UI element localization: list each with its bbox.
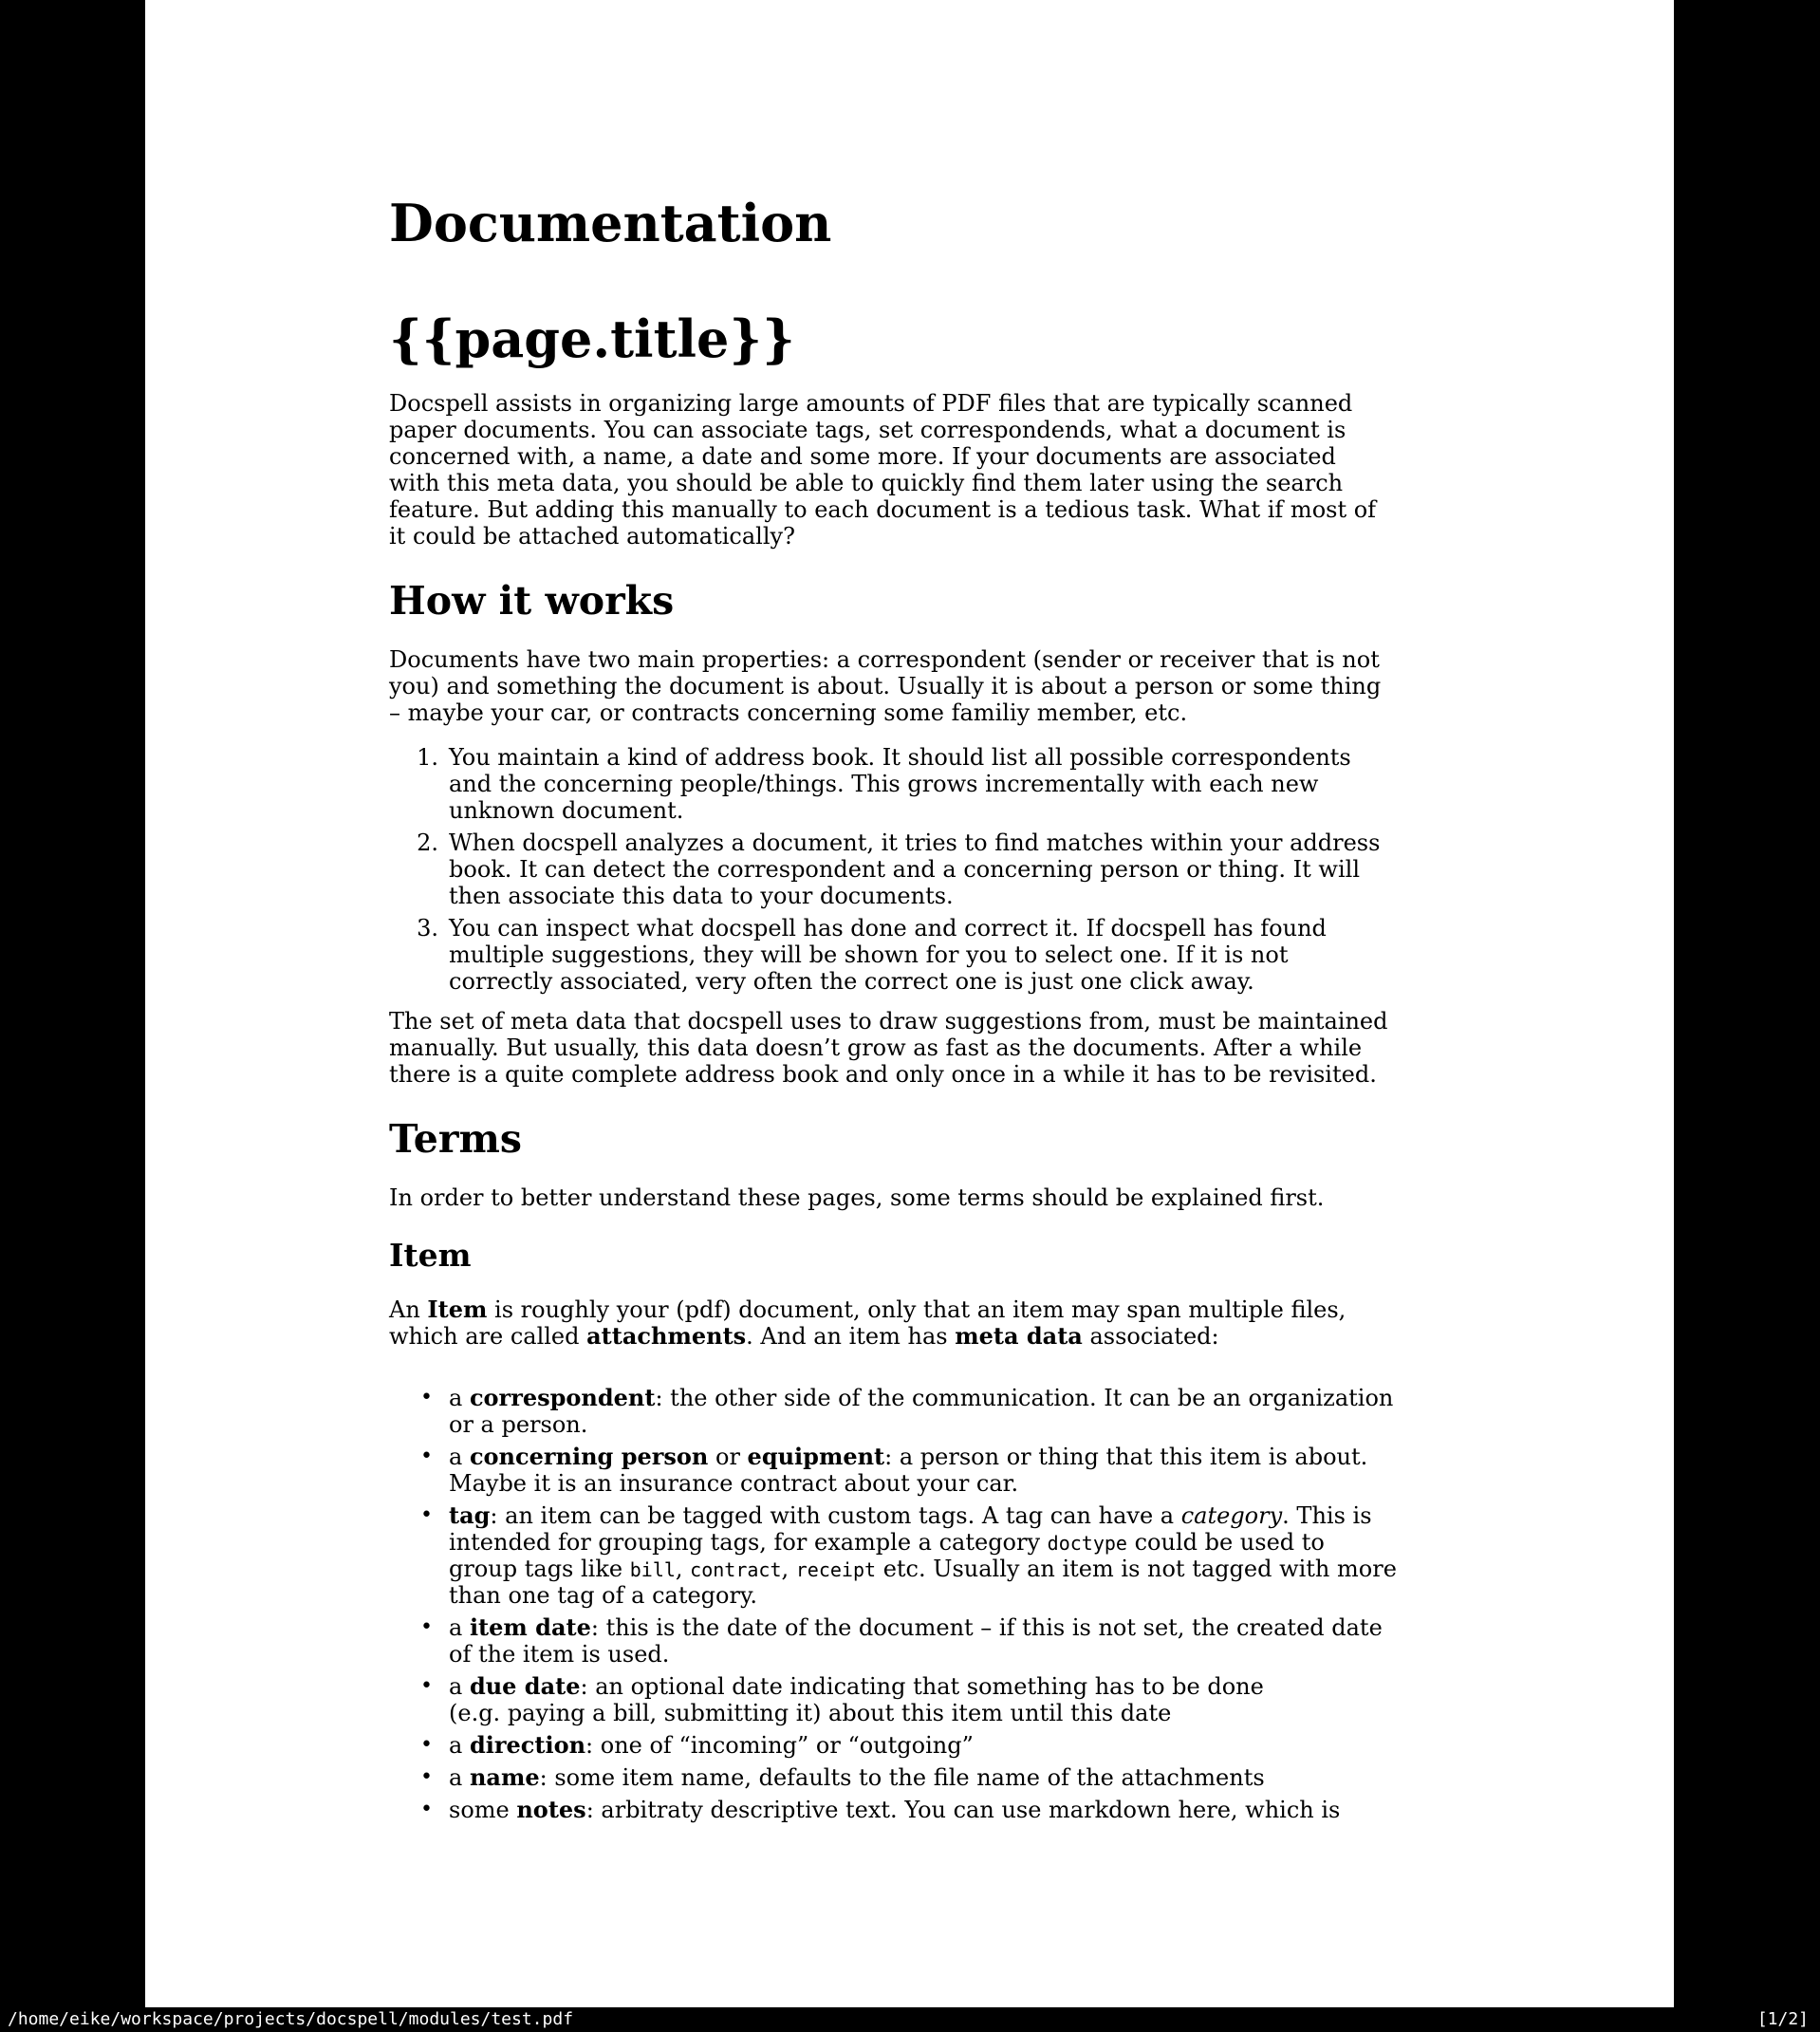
text-line: [389, 1614, 1490, 1641]
document-content: [389, 0, 1490, 1823]
text-segment: of the item is used.: [449, 1641, 670, 1668]
text-line: [389, 1732, 1490, 1759]
text-line: [389, 443, 1490, 470]
text-line: [389, 646, 1490, 673]
text-segment: it could be attached automatically?: [389, 523, 795, 550]
list-number-marker: 2.: [417, 830, 438, 856]
text-segment: . And an item has: [746, 1323, 956, 1350]
text-line: [389, 1797, 1490, 1823]
text-line: [389, 1582, 1490, 1609]
bold-text: concerning person: [469, 1443, 709, 1470]
bold-text: equipment: [747, 1443, 885, 1470]
text-segment: or: [708, 1444, 748, 1470]
text-line: [389, 1184, 1490, 1211]
text-line: [389, 856, 1490, 883]
text-line: [389, 1411, 1490, 1438]
bold-text: item date: [469, 1613, 591, 1641]
text-line: [389, 771, 1490, 797]
text-segment: – maybe your car, or contracts concerning some familiy member, etc.: [389, 699, 1188, 726]
text-segment: group tags like: [449, 1556, 630, 1582]
text-segment: ,: [675, 1556, 691, 1582]
text-segment: than one tag of a category.: [449, 1582, 757, 1609]
list-item: [389, 1502, 1490, 1609]
text-line: [389, 797, 1490, 824]
text-line: [389, 673, 1490, 699]
bold-text: name: [469, 1763, 540, 1791]
list-item: [389, 1764, 1490, 1791]
text-line: [389, 1673, 1490, 1700]
heading-documentation: Documentation: [389, 193, 832, 253]
list-item: [389, 1732, 1490, 1759]
text-line: [389, 1502, 1490, 1529]
text-line: [389, 1556, 1490, 1582]
text-segment: then associate this data to your documents.: [449, 883, 954, 909]
text-segment: associated:: [1082, 1323, 1219, 1350]
text-segment: book. It can detect the correspondent and a concerning person or thing. It will: [449, 856, 1360, 883]
bullet-icon: •: [420, 1445, 433, 1468]
italic-text: category: [1180, 1502, 1283, 1529]
paragraph: [389, 1008, 1490, 1088]
text-segment: is roughly your (pdf) document, only that an item may span multiple files,: [487, 1296, 1346, 1323]
list-item: [389, 1614, 1490, 1668]
text-line: [389, 1641, 1490, 1668]
bold-text: tag: [449, 1501, 491, 1529]
text-line: [389, 699, 1490, 726]
text-line: [389, 968, 1490, 995]
list-item: [389, 915, 1490, 995]
list-item: [389, 1444, 1490, 1497]
text-line: [389, 1444, 1490, 1470]
bullet-icon: •: [420, 1733, 433, 1757]
text-line: [389, 915, 1490, 941]
text-segment: a: [449, 1673, 470, 1700]
text-segment: In order to better understand these pages, some terms should be explained first.: [389, 1184, 1325, 1211]
text-segment: could be used to: [1126, 1529, 1325, 1556]
bullet-icon: •: [420, 1615, 433, 1639]
list-item: [389, 1673, 1490, 1726]
bullet-icon: •: [420, 1765, 433, 1789]
text-segment: : the other side of the communication. It can be an organization: [655, 1385, 1394, 1411]
text-line: [389, 470, 1490, 496]
bullet-icon: •: [420, 1386, 433, 1409]
text-segment: You maintain a kind of address book. It should list all possible correspondents: [449, 744, 1351, 771]
text-segment: a: [449, 1385, 470, 1411]
numbered-list: [389, 744, 1490, 995]
text-line: [389, 1061, 1490, 1088]
text-line: [389, 883, 1490, 909]
text-segment: which are called: [389, 1323, 587, 1350]
text-segment: a: [449, 1614, 470, 1641]
text-segment: You can inspect what docspell has done and correct it. If docspell has found: [449, 915, 1327, 941]
heading-page-title: {{page.title}}: [389, 308, 795, 369]
text-segment: paper documents. You can associate tags, set correspondends, what a document is: [389, 417, 1346, 443]
text-line: [389, 1385, 1490, 1411]
text-segment: : this is the date of the document – if this is not set, the created date: [590, 1614, 1383, 1641]
text-line: [389, 1529, 1490, 1556]
text-segment: there is a quite complete address book and only once in a while it has to be revisited.: [389, 1061, 1377, 1088]
document-page[interactable]: [145, 0, 1674, 2007]
text-segment: you) and something the document is about. Usually it is about a person or some thing: [389, 673, 1382, 699]
paragraph: [389, 1296, 1490, 1350]
bold-text: direction: [469, 1731, 586, 1759]
text-line: [389, 1296, 1490, 1323]
list-item: [389, 830, 1490, 909]
text-segment: some: [449, 1797, 517, 1823]
text-segment: unknown document.: [449, 797, 684, 824]
text-segment: An: [389, 1296, 428, 1323]
text-segment: multiple suggestions, they will be shown for you to select one. If it is not: [449, 941, 1289, 968]
text-segment: concerned with, a name, a date and some more. If your documents are associated: [389, 443, 1336, 470]
bold-text: due date: [469, 1672, 581, 1700]
paragraph: [389, 1184, 1490, 1211]
text-line: [389, 830, 1490, 856]
text-segment: manually. But usually, this data doesn’t grow as fast as the documents. After a while: [389, 1035, 1363, 1061]
bullet-icon: •: [420, 1503, 433, 1527]
text-segment: a: [449, 1764, 470, 1791]
statusbar-page-indicator: [1/2]: [1756, 2009, 1809, 2029]
inline-code: contract: [690, 1558, 782, 1581]
inline-code: receipt: [795, 1558, 877, 1581]
text-segment: Documents have two main properties: a correspondent (sender or receiver that is not: [389, 646, 1380, 673]
paragraph: [389, 646, 1490, 726]
bold-text: Item: [427, 1296, 488, 1323]
statusbar-file-path: /home/eike/workspace/projects/docspell/modules/test.pdf: [8, 2009, 574, 2029]
bullet-list: [389, 1385, 1490, 1823]
text-segment: : one of “incoming” or “outgoing”: [585, 1732, 974, 1759]
bullet-icon: •: [420, 1674, 433, 1698]
text-segment: feature. But adding this manually to each document is a tedious task. What if most of: [389, 496, 1377, 523]
list-number-marker: 1.: [417, 744, 438, 771]
list-item: [389, 1385, 1490, 1438]
text-line: [389, 1035, 1490, 1061]
text-line: [389, 1323, 1490, 1350]
bold-text: correspondent: [469, 1384, 656, 1411]
text-line: [389, 1764, 1490, 1791]
text-segment: and the concerning people/things. This grows incrementally with each new: [449, 771, 1319, 797]
text-line: [389, 523, 1490, 550]
inline-code: bill: [629, 1558, 676, 1581]
text-segment: : an optional date indicating that something has to be done: [580, 1673, 1264, 1700]
text-line: [389, 390, 1490, 417]
heading-item: Item: [389, 1237, 472, 1274]
text-segment: ,: [781, 1556, 796, 1582]
text-line: [389, 1008, 1490, 1035]
list-item: [389, 1797, 1490, 1823]
paragraph: [389, 390, 1490, 550]
text-segment: or a person.: [449, 1411, 588, 1438]
list-number-marker: 3.: [417, 915, 438, 941]
text-segment: When docspell analyzes a document, it tries to find matches within your address: [449, 830, 1381, 856]
text-segment: Maybe it is an insurance contract about your car.: [449, 1470, 1019, 1497]
bullet-icon: •: [420, 1798, 433, 1821]
text-segment: etc. Usually an item is not tagged with more: [876, 1556, 1397, 1582]
text-segment: : an item can be tagged with custom tags. A tag can have a: [490, 1502, 1181, 1529]
text-line: [389, 1700, 1490, 1726]
text-line: [389, 1470, 1490, 1497]
text-segment: : a person or thing that this item is about.: [884, 1444, 1368, 1470]
text-segment: (e.g. paying a bill, submitting it) about this item until this date: [449, 1700, 1172, 1726]
text-line: [389, 744, 1490, 771]
text-segment: : some item name, defaults to the file name of the attachments: [539, 1764, 1265, 1791]
text-segment: intended for grouping tags, for example a category: [449, 1529, 1048, 1556]
inline-code: doctype: [1047, 1532, 1127, 1555]
bold-text: attachments: [586, 1322, 747, 1350]
list-item: [389, 744, 1490, 824]
text-segment: a: [449, 1444, 470, 1470]
text-line: [389, 941, 1490, 968]
text-segment: . This is: [1282, 1502, 1372, 1529]
text-segment: Docspell assists in organizing large amounts of PDF files that are typically scanned: [389, 390, 1353, 417]
text-segment: : arbitraty descriptive text. You can use markdown here, which is: [585, 1797, 1341, 1823]
text-segment: correctly associated, very often the correct one is just one click away.: [449, 968, 1254, 995]
bold-text: notes: [516, 1796, 586, 1823]
text-line: [389, 417, 1490, 443]
text-segment: The set of meta data that docspell uses to draw suggestions from, must be maintained: [389, 1008, 1388, 1035]
heading-how-it-works: How it works: [389, 578, 675, 624]
text-segment: with this meta data, you should be able to quickly find them later using the search: [389, 470, 1344, 496]
heading-terms: Terms: [389, 1116, 522, 1162]
text-line: [389, 496, 1490, 523]
statusbar: [0, 2007, 1820, 2032]
text-segment: a: [449, 1732, 470, 1759]
bold-text: meta data: [955, 1322, 1083, 1350]
